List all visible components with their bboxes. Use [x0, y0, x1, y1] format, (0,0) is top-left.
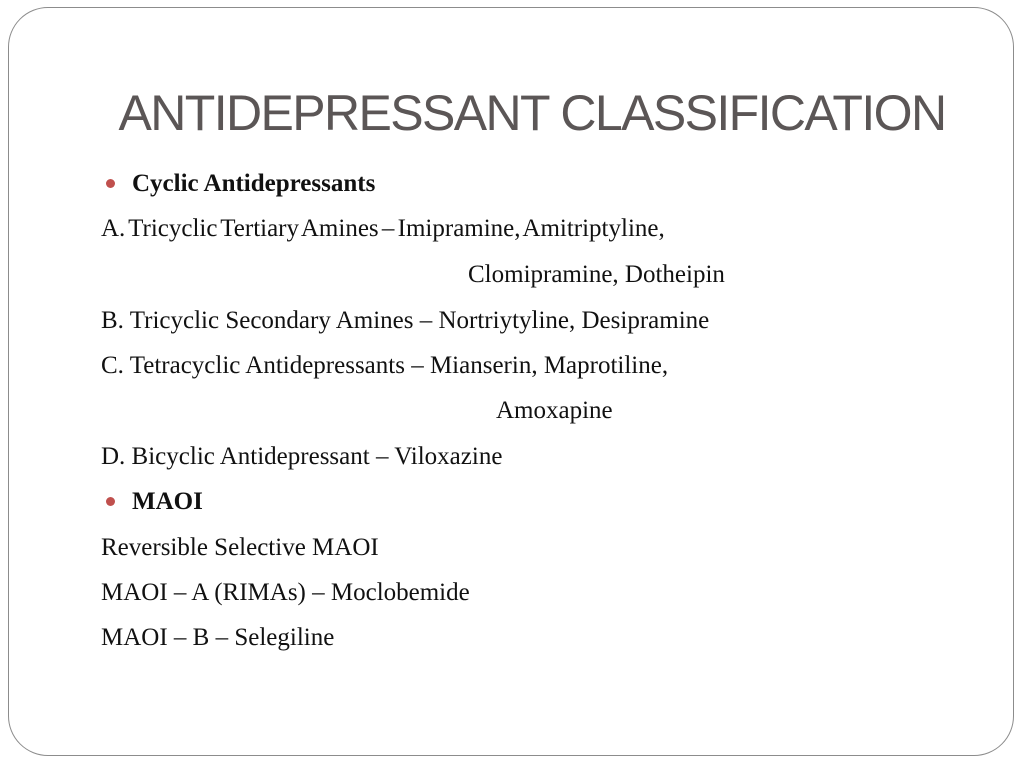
slide-title: ANTIDEPRESSANT CLASSIFICATION	[118, 85, 946, 141]
section-heading-maoi: MAOI	[132, 488, 203, 515]
list-item: MAOI – B – Selegiline	[101, 624, 335, 651]
list-item-continuation: Clomipramine, Dotheipin	[468, 261, 725, 288]
bullet-icon	[106, 497, 115, 506]
section-heading-cyclic: Cyclic Antidepressants	[132, 170, 376, 197]
list-item: A. Tricyclic Tertiary Amines – Imipramine, Amitriptyline,	[101, 215, 665, 242]
list-item: B. Tricyclic Secondary Amines – Nortriytyline, Desipramine	[101, 307, 710, 334]
list-item: D. Bicyclic Antidepressant – Viloxazine	[101, 443, 503, 470]
list-item: MAOI – A (RIMAs) – Moclobemide	[101, 579, 470, 606]
list-item: C. Tetracyclic Antidepressants – Mianserin, Maprotiline,	[101, 352, 669, 379]
list-item: Reversible Selective MAOI	[101, 534, 379, 561]
bullet-icon	[106, 179, 115, 188]
list-item-continuation: Amoxapine	[496, 397, 613, 424]
